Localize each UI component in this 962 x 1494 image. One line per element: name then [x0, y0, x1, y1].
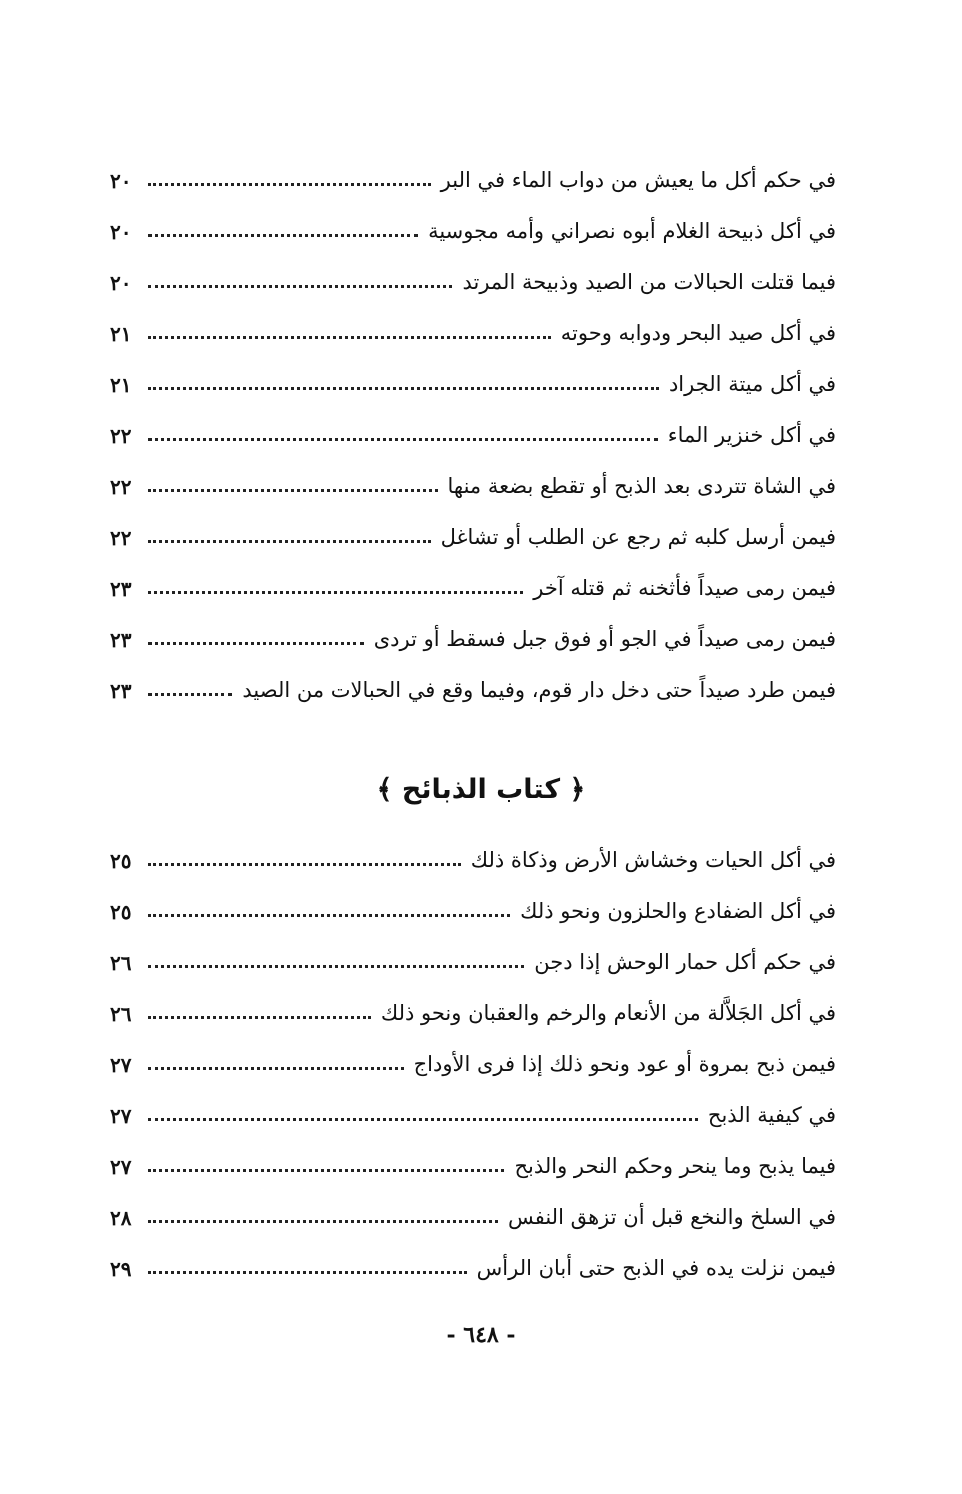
toc-entry-title: في أكل الجَلاَّلة من الأنعام والرخم والعقبان ونحو ذلك: [380, 1001, 836, 1025]
toc-entry-page: ٢٣: [110, 627, 132, 652]
toc-entry-title: فيما قتلت الحبالات من الصيد وذبيحة المرتد: [462, 270, 836, 294]
toc-entry: [110, 835, 836, 886]
toc-entry-page: ٢٧: [110, 1052, 132, 1077]
toc-entry-page: ٢٢: [110, 474, 132, 499]
toc-leader-dots: [148, 1067, 404, 1070]
toc-leader-dots: [148, 693, 232, 696]
toc-entry-page: ٢٨: [110, 1205, 132, 1230]
toc-entry-title: فيمن رمى صيداً في الجو أو فوق جبل فسقط أو تردى: [373, 627, 836, 651]
toc-entry-title: في الشاة تتردى بعد الذبح أو تقطع بضعة منها: [447, 474, 836, 498]
toc-leader-dots: [148, 285, 452, 288]
toc-entry-title: فيمن رمى صيداً فأثخنه ثم قتله آخر: [533, 576, 836, 600]
toc-entry-page: ٢٩: [110, 1256, 132, 1281]
toc-leader-dots: [148, 863, 461, 866]
toc-entry-title: في حكم أكل ما يعيش من دواب الماء في البر: [440, 168, 836, 192]
toc-entry: [110, 359, 836, 410]
toc-leader-dots: [148, 183, 431, 186]
toc-entry-title: في السلخ والنخع قبل أن تزهق النفس: [507, 1205, 836, 1229]
toc-entry: [110, 1141, 836, 1192]
toc-leader-dots: [148, 438, 658, 441]
toc-leader-dots: [148, 1118, 698, 1121]
toc-entry: [110, 988, 836, 1039]
toc-leader-dots: [148, 1016, 371, 1019]
toc-entry-page: ٢٠: [110, 270, 132, 295]
toc-leader-dots: [148, 914, 510, 917]
toc-entry-title: في أكل ذبيحة الغلام أبوه نصراني وأمه مجوسية: [428, 219, 836, 243]
toc-entry-title: في أكل خنزير الماء: [667, 423, 836, 447]
toc-entry: [110, 308, 836, 359]
toc-entry: [110, 257, 836, 308]
toc-entry-title: فيمن طرد صيداً حتى دخل دار قوم، وفيما وقع في الحبالات من الصيد: [242, 678, 836, 702]
toc-entry-page: ٢٧: [110, 1103, 132, 1128]
section-heading: ﴿ كتاب الذبائح ﴾: [376, 774, 586, 805]
toc-entry-page: ٢٧: [110, 1154, 132, 1179]
toc-entry-title: في كيفية الذبح: [707, 1103, 836, 1127]
toc-leader-dots: [148, 1220, 498, 1223]
toc-entry-title: في أكل ميتة الجراد: [668, 372, 836, 396]
toc-entry-page: ٢٥: [110, 899, 132, 924]
toc-entry: [110, 461, 836, 512]
toc-entry-title: في حكم أكل حمار الوحش إذا دجن: [534, 950, 836, 974]
toc-leader-dots: [148, 591, 523, 594]
toc-entry-page: ٢١: [110, 321, 132, 346]
toc-entry-page: ٢٦: [110, 1001, 132, 1026]
toc-entry: [110, 206, 836, 257]
toc-list-part2: [110, 835, 836, 1294]
toc-entry-title: فيمن أرسل كلبه ثم رجع عن الطلب أو تشاغل: [440, 525, 836, 549]
toc-entry-title: فيما يذبح وما ينحر وحكم النحر والذبح: [514, 1154, 836, 1178]
toc-entry-page: ٢٣: [110, 678, 132, 703]
toc-entry: [110, 937, 836, 988]
toc-entry: [110, 410, 836, 461]
toc-leader-dots: [148, 540, 431, 543]
toc-entry-page: ٢٢: [110, 525, 132, 550]
toc-leader-dots: [148, 336, 551, 339]
toc-entry-page: ٢١: [110, 372, 132, 397]
toc-entry-title: في أكل الحيات وخشاش الأرض وذكاة ذلك: [470, 848, 836, 872]
toc-entry-page: ٢٥: [110, 848, 132, 873]
toc-entry-page: ٢٠: [110, 219, 132, 244]
toc-entry: [110, 665, 836, 716]
toc-leader-dots: [148, 965, 524, 968]
page-number: - ٦٤٨ -: [446, 1322, 516, 1348]
toc-leader-dots: [148, 234, 418, 237]
toc-entry-page: ٢٢: [110, 423, 132, 448]
toc-entry: [110, 563, 836, 614]
toc-entry-title: فيمن نزلت يده في الذبح حتى أبان الرأس: [476, 1256, 836, 1280]
toc-entry: [110, 614, 836, 665]
toc-leader-dots: [148, 1271, 467, 1274]
toc-entry-title: في أكل الضفادع والحلزون ونحو ذلك: [520, 899, 836, 923]
toc-leader-dots: [148, 1169, 504, 1172]
toc-entry-title: في أكل صيد البحر ودوابه وحوته: [560, 321, 836, 345]
toc-entry-page: ٢٦: [110, 950, 132, 975]
toc-entry-page: ٢٣: [110, 576, 132, 601]
toc-entry-page: ٢٠: [110, 168, 132, 193]
toc-entry: [110, 1039, 836, 1090]
toc-entry: [110, 155, 836, 206]
toc-leader-dots: [148, 642, 364, 645]
toc-entry: [110, 886, 836, 937]
toc-leader-dots: [148, 387, 659, 390]
toc-entry: [110, 1243, 836, 1294]
toc-entry-title: فيمن ذبح بمروة أو عود ونحو ذلك إذا فرى الأوداج: [413, 1052, 836, 1076]
toc-entry: [110, 1192, 836, 1243]
toc-entry: [110, 1090, 836, 1141]
toc-entry: [110, 512, 836, 563]
toc-leader-dots: [148, 489, 438, 492]
toc-list-part1: [110, 155, 836, 716]
